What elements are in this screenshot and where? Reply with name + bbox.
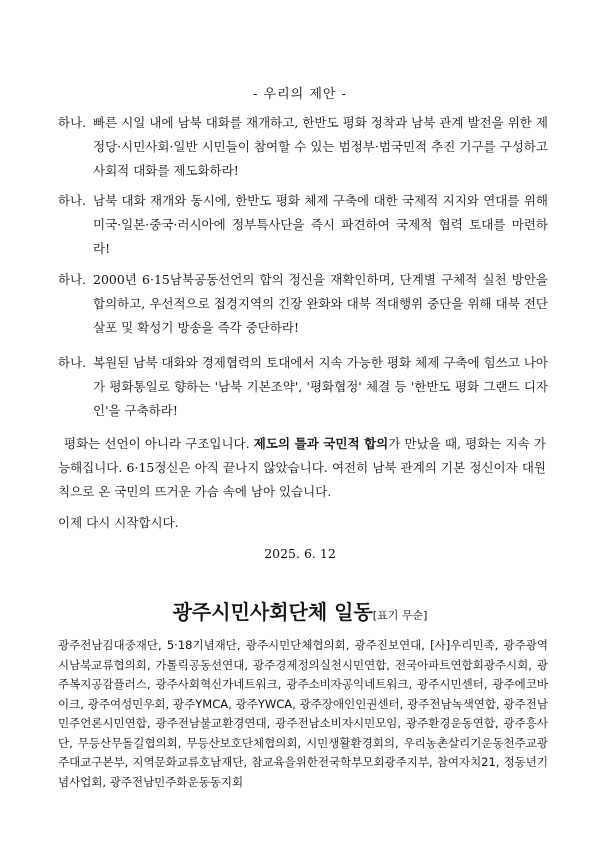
proposal-item: [58, 351, 548, 423]
proposal-text: 복원된 남북 대화와 경제협력의 토대에서 지속 가능한 평화 체제 구축에 힘쓰고 나아가 평화통일로 향하는 '남북 기본조약', '평화협정' 체결 등 '한반도 평화 그랜드 디자인'을 구축하라!: [93, 355, 548, 418]
date: 2025. 6. 12: [264, 546, 336, 561]
signatory-title: [0, 596, 600, 625]
proposal-item: [58, 189, 548, 261]
proposal-text: 2000년 6·15남북공동선언의 합의 정신을 재확인하며, 단계별 구체적 실천 방안을 합의하고, 우선적으로 접경지역의 긴장 완화와 대북 적대행위 중단을 위해 대북 전단 살포 및 확성기 방송을 즉각 중단하라!: [93, 272, 548, 335]
closing-text-2: 가 만났을 때, 평화는 지속 가능해집니다. 6·15정신은 아직 끝나지 않았습니다. 여전히 남북 관계의 기본 정신이자 대원칙으로 온 국민의 뜨거운 가슴 속에 남아 있습니다.: [58, 436, 547, 499]
organization-list: 광주전남김대중재단, 5·18기념재단, 광주시민단체협의회, 광주진보연대, [사]우리민족, 광주광역시남북교류협의회, 가톨릭공동선연대, 광주경제정의실천시민연합, 전국아파트연합회광주시회, 광주복지공감플러스, 광주사회혁신가네트워크, 광주소비자공익네트워크, 광주시민센터, 광주에코바이크, 광주여성민우회, 광주YMCA, 광주YWCA, 광주장애인인권센터, 광주전남녹색연합, 광주전남민주언론시민연합, 광주전남불교환경연대, 광주전남소비자시민모임, 광주환경운동연합, 광주흥사단, 무등산무돌길협의회, 무등산보호단체협의회, 시민생활환경회의, 우리농촌살리기운동천주교광주대교구본부, 지역문화교류호남재단, 참교육을위한전국학부모회광주지부, 참여자치21, 정동년기념사업회, 광주전남민주화운동동지회: [58, 638, 548, 789]
signatory-name: 광주시민사회단체 일동: [172, 600, 373, 624]
proposal-text: 빠른 시일 내에 남북 대화를 재개하고, 한반도 평화 정착과 남북 관계 발전을 위한 제 정당·시민사회·일반 시민들이 참여할 수 있는 범정부·범국민적 추진 기구를 구성하고 사회적 대화를 제도화하라!: [93, 115, 548, 178]
proposal-label: 하나.: [58, 115, 87, 130]
proposal-item: [58, 268, 548, 340]
proposal-text: 남북 대화 재개와 동시에, 한반도 평화 체제 구축에 대한 국제적 지지와 연대를 위해 미국·일본·중국·러시아에 정부특사단을 즉시 파견하여 국제적 협력 토대를 마련하라!: [93, 193, 548, 256]
call-to-action: 이제 다시 시작합시다.: [58, 515, 179, 530]
signatory-note: [표기 무순]: [372, 609, 428, 622]
proposal-label: 하나.: [58, 193, 87, 208]
proposal-label: 하나.: [58, 272, 87, 287]
proposal-label: 하나.: [58, 355, 87, 370]
closing-emphasis: 제도의 틀과 국민적 합의: [253, 436, 389, 451]
closing-paragraph: [58, 432, 546, 504]
closing-text-1: 평화는 선언이 아니라 구조입니다.: [64, 436, 254, 451]
section-heading: - 우리의 제안 -: [253, 87, 347, 102]
proposal-item: [58, 111, 548, 183]
